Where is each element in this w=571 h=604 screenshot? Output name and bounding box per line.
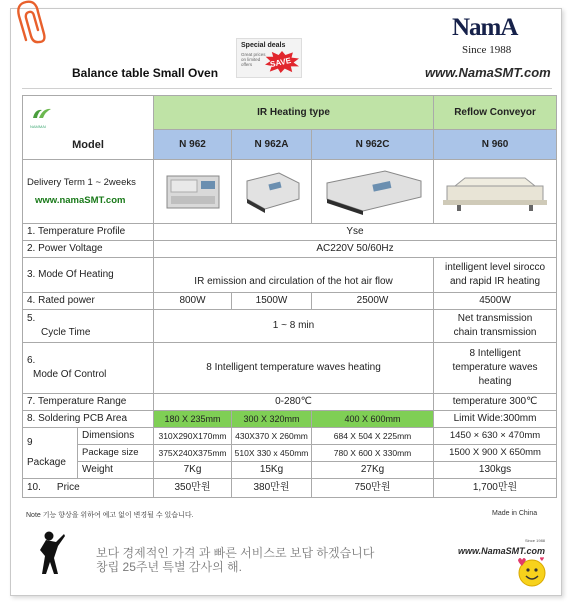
label-weight: Weight [78, 462, 154, 479]
smiley-icon [514, 554, 548, 588]
label-package [23, 428, 78, 479]
special-deals-badge [236, 38, 302, 78]
group-header-row [23, 96, 557, 130]
pcb-area-n960: Limit Wide:300mm [434, 411, 557, 428]
value-heating-ir: IR emission and circulation of the hot air flow [154, 258, 434, 293]
deal-title: Special deals [241, 42, 286, 49]
value-control-ir: 8 Intelligent temperature waves heating [154, 343, 434, 394]
heating-reflow-line2: and rapid IR heating [449, 276, 541, 287]
spec-table [22, 95, 557, 498]
control-reflow-line2: temperature waves [452, 362, 538, 373]
save-label: SAVE [269, 55, 292, 70]
model-label: Model [72, 138, 104, 151]
row-price [23, 479, 557, 498]
header-divider [22, 88, 552, 89]
product-n962a-image [232, 160, 312, 224]
cycle-reflow-line1: Net transmission [457, 313, 533, 324]
pcb-area-n962a: 300 X 320mm [232, 411, 312, 428]
package-size-n962: 375X240X375mm [154, 445, 232, 462]
value-temperature-profile: Yse [154, 224, 557, 241]
footnote: Note 기능 향상을 위하여 예고 없이 변경될 수 있습니다. [26, 512, 194, 519]
slogan-line2: 창립 25주년 특별 감사의 해. [96, 560, 242, 574]
made-in-label: Made in China [492, 510, 538, 517]
delivery-cell [23, 160, 154, 224]
rated-power-n962: 800W [154, 293, 232, 310]
oven-n962a-icon [239, 169, 305, 215]
control-label: Mode Of Control [33, 369, 107, 380]
ir-heating-header: IR Heating type [154, 96, 434, 130]
heating-reflow-line1: intelligent level sirocco [445, 262, 546, 273]
row-rated-power [23, 293, 557, 310]
value-control-reflow [434, 343, 557, 394]
package-number: 9 [27, 437, 33, 448]
price-n960: 1,700만원 [434, 479, 557, 498]
rated-power-n962c: 2500W [312, 293, 434, 310]
label-temperature-range: 7. Temperature Range [23, 394, 154, 411]
package-label: Package [27, 457, 66, 468]
model-header-cell [23, 96, 154, 160]
label-mode-of-control [23, 343, 154, 394]
row-power-voltage [23, 241, 557, 258]
row-package-size [23, 445, 557, 462]
label-mode-of-heating: 3. Mode Of Heating [23, 258, 154, 293]
cycle-time-label: Cycle Time [41, 327, 91, 338]
rated-power-n962a: 1500W [232, 293, 312, 310]
website-header: www.NamaSMT.com [425, 65, 551, 80]
model-n962a: N 962A [232, 130, 312, 160]
weight-n962: 7Kg [154, 462, 232, 479]
value-cycle-ir: 1 ~ 8 min [154, 310, 434, 343]
pcb-area-n962c: 400 X 600mm [312, 411, 434, 428]
package-size-n960: 1500 X 900 X 650mm [434, 445, 557, 462]
row-weight [23, 462, 557, 479]
label-rated-power: 4. Rated power [23, 293, 154, 310]
label-pcb-area: 8. Soldering PCB Area [23, 411, 154, 428]
product-n962c-image [312, 160, 434, 224]
control-reflow-line3: heating [478, 376, 512, 387]
label-package-size: Package size [78, 445, 154, 462]
value-cycle-reflow [434, 310, 557, 343]
row-temperature-profile [23, 224, 557, 241]
row-cycle-time [23, 310, 557, 343]
dimensions-n962c: 684 X 504 X 225mm [312, 428, 434, 445]
reflow-n960-icon [443, 170, 547, 214]
label-cycle-time [23, 310, 154, 343]
package-size-n962a: 510X 330 x 450mm [232, 445, 312, 462]
product-n960-image [434, 160, 557, 224]
figure-silhouette-icon [36, 530, 66, 576]
label-price [23, 479, 154, 498]
weight-n962c: 27Kg [312, 462, 434, 479]
deal-subtitle: Great prices on limited offers [241, 52, 266, 67]
dimensions-n962a: 430X370 X 260mm [232, 428, 312, 445]
cycle-reflow-line2: chain transmission [453, 327, 537, 338]
weight-n960: 130kgs [434, 462, 557, 479]
package-size-n962c: 780 X 600 X 330mm [312, 445, 434, 462]
row-temperature-range [23, 394, 557, 411]
row-dimensions [23, 428, 557, 445]
price-number: 10. [27, 482, 41, 493]
model-n962c: N 962C [312, 130, 434, 160]
label-power-voltage: 2. Power Voltage [23, 241, 154, 258]
row-mode-of-heating [23, 258, 557, 293]
value-temp-range-reflow: temperature 300℃ [434, 394, 557, 411]
paperclip-icon [16, 0, 48, 44]
reflow-conveyor-header: Reflow Conveyor [434, 96, 557, 130]
control-number: 6. [27, 355, 36, 366]
slogan-line1: 보다 경제적인 가격 과 빠른 서비스로 보답 하겠습니다 [96, 546, 375, 560]
model-n962: N 962 [154, 130, 232, 160]
brand-small: NAMMAI [30, 123, 46, 129]
price-n962: 350만원 [154, 479, 232, 498]
weight-n962a: 15Kg [232, 462, 312, 479]
delivery-term: Delivery Term 1 ~ 2weeks [27, 176, 136, 188]
since-small: Since 1988 [525, 538, 546, 543]
control-reflow-line1: 8 Intelligent [469, 348, 521, 359]
row-pcb-area [23, 411, 557, 428]
value-heating-reflow [434, 258, 557, 293]
page-title: Balance table Small Oven [72, 66, 219, 80]
cycle-time-number: 5. [27, 313, 36, 324]
dimensions-n960: 1450 × 630 × 470mm [434, 428, 557, 445]
oven-n962-icon [161, 172, 225, 212]
website-footer: www.NamaSMT.com [458, 546, 546, 556]
image-row [23, 160, 557, 224]
dimensions-n962: 310X290X170mm [154, 428, 232, 445]
brand-logo: NamA [452, 14, 518, 41]
label-temperature-profile: 1. Temperature Profile [23, 224, 154, 241]
price-n962a: 380만원 [232, 479, 312, 498]
delivery-website: www.namaSMT.com [35, 194, 126, 206]
model-n960: N 960 [434, 130, 557, 160]
price-label: Price [56, 482, 80, 493]
since-label: Since 1988 [462, 44, 512, 56]
pcb-area-n962: 180 X 235mm [154, 411, 232, 428]
value-temp-range-ir: 0-280℃ [154, 394, 434, 411]
label-dimensions: Dimensions [78, 428, 154, 445]
product-n962-image [154, 160, 232, 224]
leaf-logo-icon [29, 106, 55, 120]
row-mode-of-control [23, 343, 557, 394]
price-n962c: 750만원 [312, 479, 434, 498]
oven-n962c-icon [321, 167, 425, 217]
rated-power-n960: 4500W [434, 293, 557, 310]
value-power-voltage: AC220V 50/60Hz [154, 241, 557, 258]
